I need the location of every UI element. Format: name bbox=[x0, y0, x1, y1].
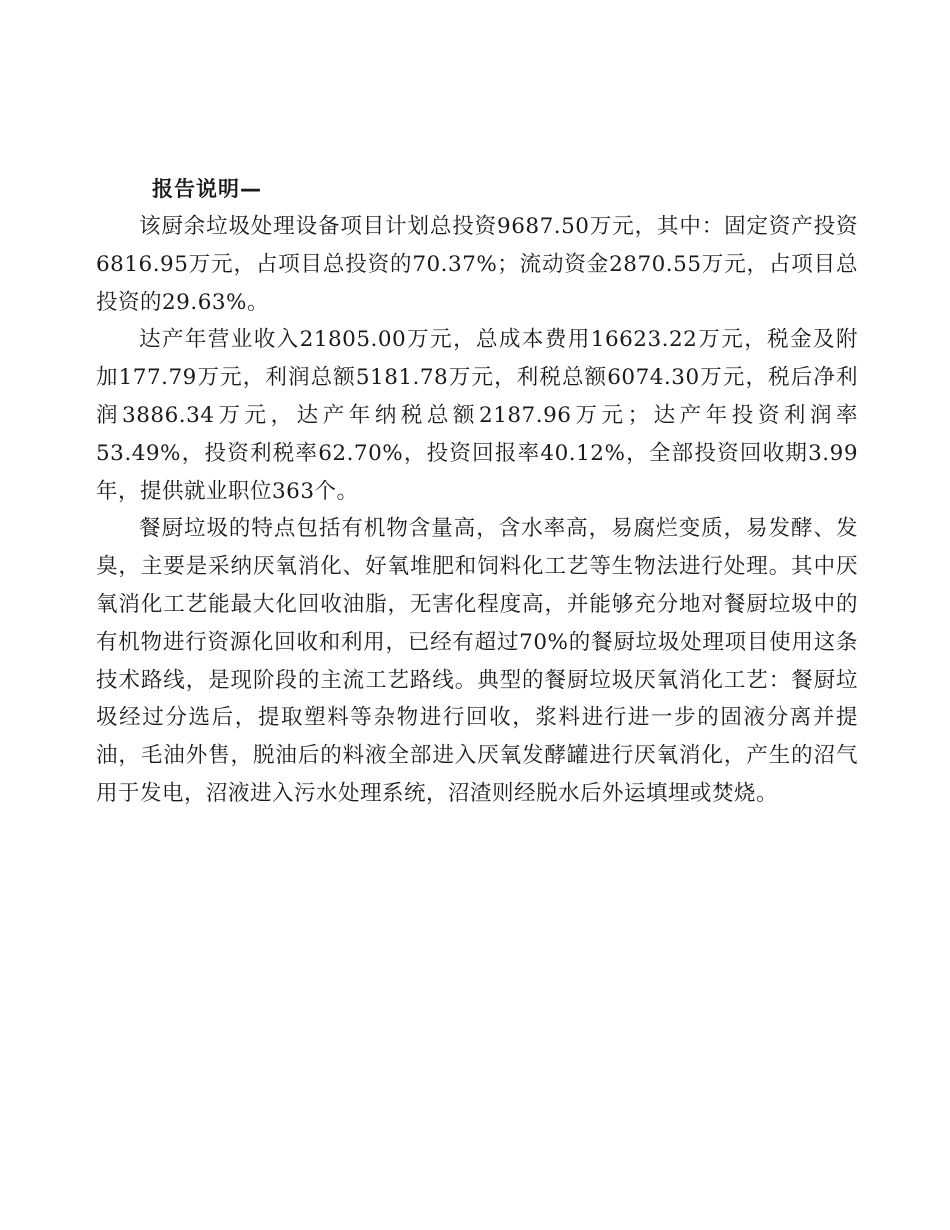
paragraph-investment: 该厨余垃圾处理设备项目计划总投资9687.50万元，其中：固定资产投资6816.95万元，占项目总投资的70.37%；流动资金2870.55万元，占项目总投资的29.63%。 bbox=[96, 214, 858, 315]
section-heading: 报告说明— bbox=[152, 177, 262, 201]
paragraph-revenue: 达产年营业收入21805.00万元，总成本费用16623.22万元，税金及附加177.79万元，利润总额5181.78万元，利税总额6074.30万元，税后净利润3886.34万元，达产年纳税总额2187.96万元；达产年投资利润率53.49%，投资利税率62.70%，投资回报率40.12%，全部投资回收期3.99年，提供就业职位363个。 bbox=[96, 327, 858, 504]
document-page bbox=[96, 172, 858, 813]
paragraph-process: 餐厨垃圾的特点包括有机物含量高，含水率高，易腐烂变质，易发酵、发臭，主要是采纳厌氧消化、好氧堆肥和饲料化工艺等生物法进行处理。其中厌氧消化工艺能最大化回收油脂，无害化程度高，并能够充分地对餐厨垃圾中的有机物进行资源化回收和利用，已经有超过70%的餐厨垃圾处理项目使用这条技术路线，是现阶段的主流工艺路线。典型的餐厨垃圾厌氧消化工艺：餐厨垃圾经过分选后，提取塑料等杂物进行回收，浆料进行进一步的固液分离并提油，毛油外售，脱油后的料液全部进入厌氧发酵罐进行厌氧消化，产生的沼气用于发电，沼液进入污水处理系统，沼渣则经脱水后外运填埋或焚烧。 bbox=[96, 516, 858, 806]
